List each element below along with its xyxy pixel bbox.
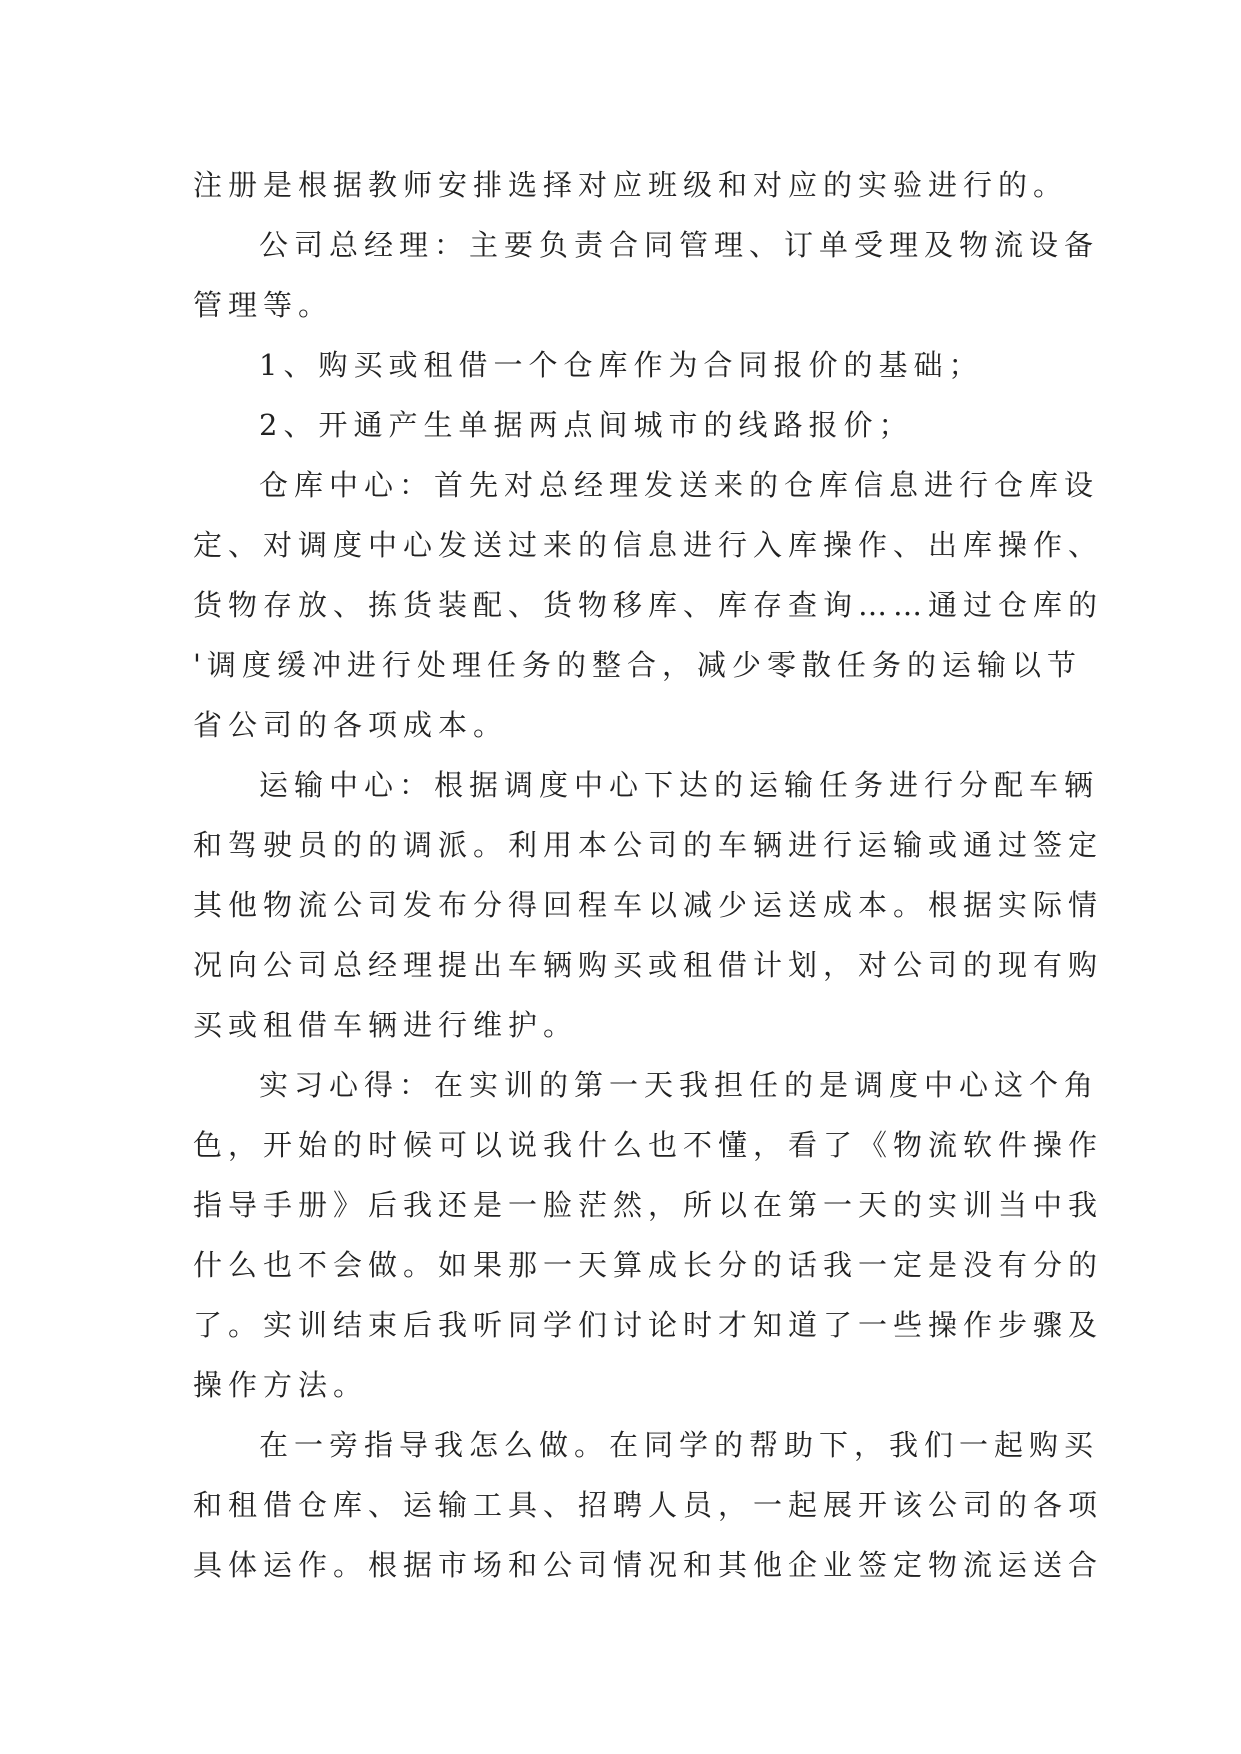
text-line: 买或租借车辆进行维护。 (193, 1008, 579, 1042)
text-line: 什么也不会做。如果那一天算成长分的话我一定是没有分的 (193, 1248, 1104, 1282)
text-line: 况向公司总经理提出车辆购买或租借计划，对公司的现有购 (193, 948, 1104, 982)
text-line: 和租借仓库、运输工具、招聘人员，一起展开该公司的各项 (193, 1488, 1104, 1522)
text-line: 色，开始的时候可以说我什么也不懂，看了《物流软件操作 (193, 1128, 1104, 1162)
text-line: 其他物流公司发布分得回程车以减少运送成本。根据实际情 (193, 888, 1104, 922)
text-line: 实习心得：在实训的第一天我担任的是调度中心这个角 (259, 1068, 1100, 1102)
text-line: 货物存放、拣货装配、货物移库、库存查询……通过仓库的 (193, 588, 1104, 622)
text-line: 管理等。 (193, 288, 334, 322)
text-line: 注册是根据教师安排选择对应班级和对应的实验进行的。 (193, 168, 1069, 202)
text-line: 和驾驶员的的调派。利用本公司的车辆进行运输或通过签定 (193, 828, 1104, 862)
text-line: 运输中心：根据调度中心下达的运输任务进行分配车辆 (259, 768, 1100, 802)
text-line: 了。实训结束后我听同学们讨论时才知道了一些操作步骤及 (193, 1308, 1104, 1342)
document-body (193, 155, 1104, 1595)
text-line: 定、对调度中心发送过来的信息进行入库操作、出库操作、 (193, 528, 1104, 562)
text-line: 仓库中心：首先对总经理发送来的仓库信息进行仓库设 (259, 468, 1100, 502)
text-line: 在一旁指导我怎么做。在同学的帮助下，我们一起购买 (259, 1428, 1100, 1462)
text-line: 指导手册》后我还是一脸茫然，所以在第一天的实训当中我 (193, 1188, 1104, 1222)
text-line: 操作方法。 (193, 1368, 369, 1402)
text-line: 具体运作。根据市场和公司情况和其他企业签定物流运送合 (193, 1548, 1104, 1582)
text-line: 省公司的各项成本。 (193, 708, 509, 742)
text-line: '调度缓冲进行处理任务的整合，减少零散任务的运输以节 (193, 648, 1082, 682)
text-line: 公司总经理：主要负责合同管理、订单受理及物流设备 (259, 228, 1100, 262)
text-line: 2、开通产生单据两点间城市的线路报价； (259, 408, 914, 442)
text-line: 1、购买或租借一个仓库作为合同报价的基础； (259, 348, 984, 382)
